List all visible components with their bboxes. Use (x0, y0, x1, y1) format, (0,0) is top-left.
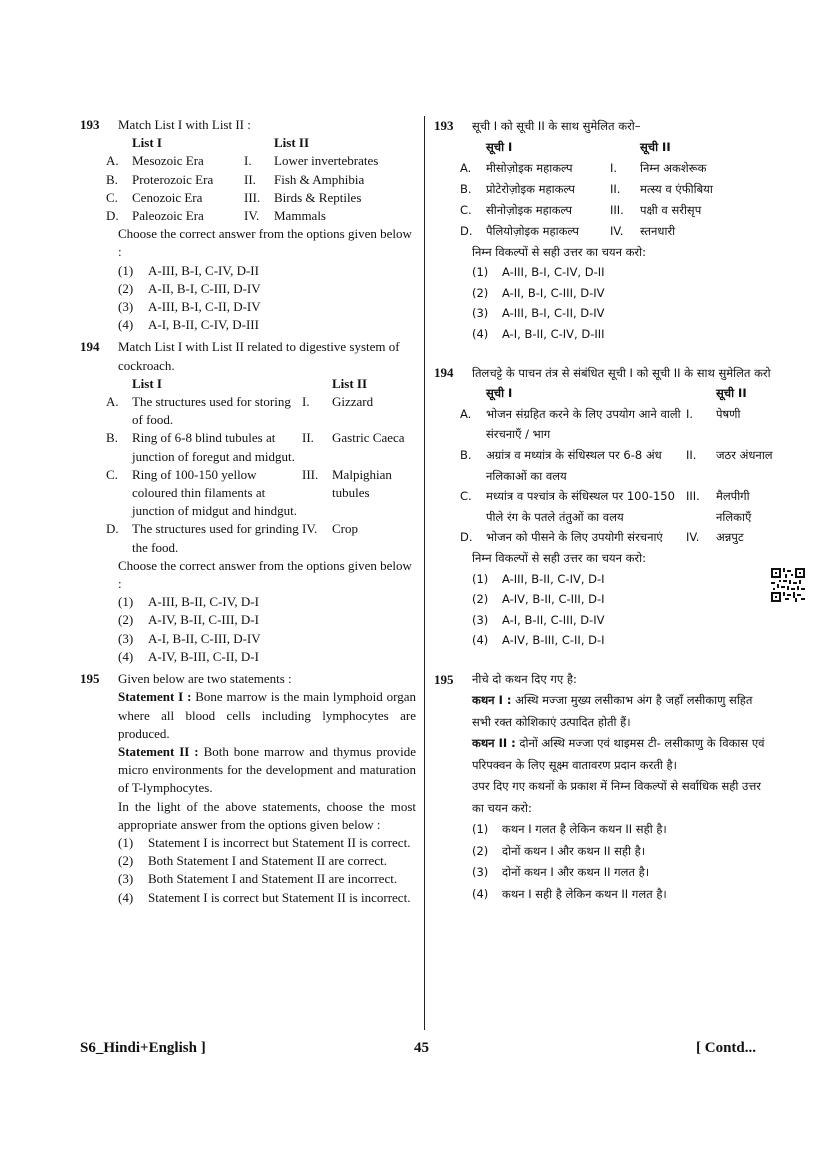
option-3[interactable]: (3) A-III, B-I, C-II, D-IV (472, 306, 605, 321)
option-3[interactable]: (3) A-I, B-II, C-III, D-IV (472, 612, 605, 627)
option-4[interactable]: (4) A-I, B-II, C-IV, D-III (472, 326, 605, 341)
match-row: A. मीसोज़ोइक महाकल्प I. निम्न अकशेरूक (460, 160, 707, 175)
statement-1: कथन I : अस्थि मज्जा मुख्य लसीकाभ अंग है जहाँ लसीकाणु सहित सभी रक्त कोशिकाएं उत्पादित होती हैं। (472, 693, 753, 729)
question-number: 195 (80, 671, 100, 687)
match-table (106, 375, 416, 557)
instruction: निम्न विकल्पों से सही उत्तर का चयन करो: (472, 244, 646, 259)
continued-label: [ Contd... (696, 1040, 757, 1056)
match-row: D. The structures used for grinding the food. IV. Crop (106, 521, 358, 555)
option-1[interactable]: (1) A-III, B-II, C-IV, D-I (472, 571, 605, 586)
match-row: A. Mesozoic Era I. Lower invertebrates (106, 153, 379, 169)
list1-header: सूची I (486, 386, 513, 401)
match-row: C. Cenozoic Era III. Birds & Reptiles (106, 189, 362, 205)
option-2[interactable]: (2) A-IV, B-II, C-III, D-I (472, 592, 605, 607)
question-number: 195 (434, 671, 454, 687)
question-stem: Given below are two statements : (118, 671, 292, 687)
instruction: उपर दिए गए कथनों के प्रकाश में निम्न विकल्पों से सर्वाधिक सही उत्तर का चयन करो: (472, 779, 761, 815)
question-number: 193 (80, 117, 100, 132)
footer-code: S6_Hindi+English ] (80, 1040, 206, 1056)
option-3[interactable]: (3) A-III, B-I, C-II, D-IV (118, 299, 261, 315)
match-row: D. पैलियोज़ोइक महाकल्प IV. स्तनधारी (460, 223, 676, 238)
list1-header: सूची I (486, 139, 513, 154)
list1-header: List I (132, 375, 162, 391)
match-row: D. Paleozoic Era IV. Mammals (106, 208, 326, 224)
match-row: B. Ring of 6-8 blind tubules at junction of foregut and midgut. II. Gastric Caeca (106, 430, 405, 464)
question-stem: Match List I with List II : (118, 117, 251, 132)
match-row: C. मध्यांत्र व पश्चांत्र के संधिस्थल पर 100-150 पीले रंग के पतले तंतुओं का वलय III. मैलपीगी नलिकाएँ (460, 489, 752, 524)
option-1[interactable]: (1) Statement I is incorrect but Statement II is correct. (118, 834, 411, 850)
option-2[interactable]: (2) A-II, B-I, C-III, D-IV (118, 280, 261, 296)
option-3[interactable]: (3) A-I, B-II, C-III, D-IV (118, 630, 261, 646)
question-stem: नीचे दो कथन दिए गए है: (472, 671, 577, 686)
question-number: 194 (80, 339, 100, 355)
option-3[interactable]: (3) दोनों कथन I और कथन II गलत है। (472, 865, 650, 880)
match-row: C. सीनोज़ोइक महाकल्प III. पक्षी व सरीसृप (460, 202, 702, 217)
option-1[interactable]: (1) A-III, B-I, C-IV, D-II (118, 262, 259, 278)
column-divider (424, 116, 425, 1030)
qr-code-icon (771, 568, 805, 602)
option-4[interactable]: (4) Statement I is correct but Statement II is incorrect. (118, 889, 411, 905)
question-stem: Match List I with List II related to digestive system of cockroach. (118, 339, 400, 373)
match-table (106, 134, 416, 225)
statement-2: कथन II : दोनों अस्थि मज्जा एवं थाइमस टी- लसीकाणु के विकास एवं परिपक्वन के लिए सूक्ष्म वातावरण प्रदान करती है। (472, 736, 765, 772)
option-2[interactable]: (2) दोनों कथन I और कथन II सही है। (472, 843, 646, 858)
list2-header: List II (332, 375, 368, 391)
page-number: 45 (414, 1040, 429, 1056)
match-row: C. Ring of 100-150 yellow coloured thin filaments at junction of midgut and hindgut. III. Malpighian tubules (106, 466, 392, 519)
list2-header: सूची II (716, 386, 747, 401)
statement-1: Statement I : Bone marrow is the main lymphoid organ where all blood cells including lymphocytes are produced. (118, 689, 416, 741)
question-number: 193 (434, 118, 454, 133)
match-row: A. The structures used for storing of food. I. Gizzard (106, 394, 374, 428)
option-3[interactable]: (3) Both Statement I and Statement II are incorrect. (118, 871, 398, 887)
instruction: Choose the correct answer from the options given below : (118, 226, 412, 260)
option-2[interactable]: (2) Both Statement I and Statement II are correct. (118, 853, 387, 869)
match-row: B. प्रोटेरोज़ोइक महाकल्प II. मत्स्य व एंफीबिया (460, 181, 713, 196)
list2-header: सूची II (640, 139, 671, 154)
option-1[interactable]: (1) A-III, B-I, C-IV, D-II (472, 265, 605, 280)
option-1[interactable]: (1) कथन I गलत है लेकिन कथन II सही है। (472, 822, 667, 837)
list2-header: List II (274, 135, 310, 151)
instruction: Choose the correct answer from the options given below : (118, 557, 412, 592)
question-stem: सूची I को सूची II के साथ सुमेलित करो– (472, 119, 641, 133)
match-table (460, 383, 774, 548)
option-4[interactable]: (4) A-IV, B-III, C-II, D-I (118, 648, 259, 664)
question-stem: तिलचट्टे के पाचन तंत्र से संबंधित सूची I को सूची II के साथ सुमेलित करो (472, 365, 771, 380)
match-row: B. Proterozoic Era II. Fish & Amphibia (106, 171, 365, 187)
list1-header: List I (132, 135, 162, 151)
question-193-hi (434, 116, 774, 345)
instruction: निम्न विकल्पों से सही उत्तर का चयन करो: (472, 550, 646, 565)
question-195-en (80, 670, 416, 907)
question-number: 194 (434, 364, 454, 380)
hindi-column (434, 116, 774, 909)
match-row: B. अग्रांत्र व मध्यांत्र के संधिस्थल पर 6-8 अंध नलिकाओं का वलय II. जठर अंधनाल (460, 447, 773, 483)
option-4[interactable]: (4) A-I, B-II, C-IV, D-III (118, 317, 259, 333)
english-column (80, 116, 416, 911)
question-194-en (80, 338, 416, 666)
instruction: In the light of the above statements, choose the most appropriate answer from the options given below : (118, 798, 416, 832)
question-194-hi (434, 363, 774, 651)
option-1[interactable]: (1) A-III, B-II, C-IV, D-I (118, 594, 259, 610)
option-2[interactable]: (2) A-II, B-I, C-III, D-IV (472, 285, 605, 300)
option-4[interactable]: (4) कथन I सही है लेकिन कथन II गलत है। (472, 886, 667, 901)
question-195-hi (434, 669, 774, 906)
match-row: A. भोजन संग्रहित करने के लिए उपयोग आने वाली संरचनाएँ / भाग I. पेषणी (460, 406, 741, 442)
option-2[interactable]: (2) A-IV, B-II, C-III, D-I (118, 612, 259, 628)
option-4[interactable]: (4) A-IV, B-III, C-II, D-I (472, 633, 605, 648)
match-row: D. भोजन को पीसने के लिए उपयोगी संरचनाएं IV. अन्नपुट (460, 530, 744, 545)
statement-2: Statement II : Both bone marrow and thymus provide micro environments for the development and maturation of T-lymphocytes. (118, 743, 417, 796)
match-table (460, 137, 774, 242)
question-193-en (80, 116, 416, 334)
